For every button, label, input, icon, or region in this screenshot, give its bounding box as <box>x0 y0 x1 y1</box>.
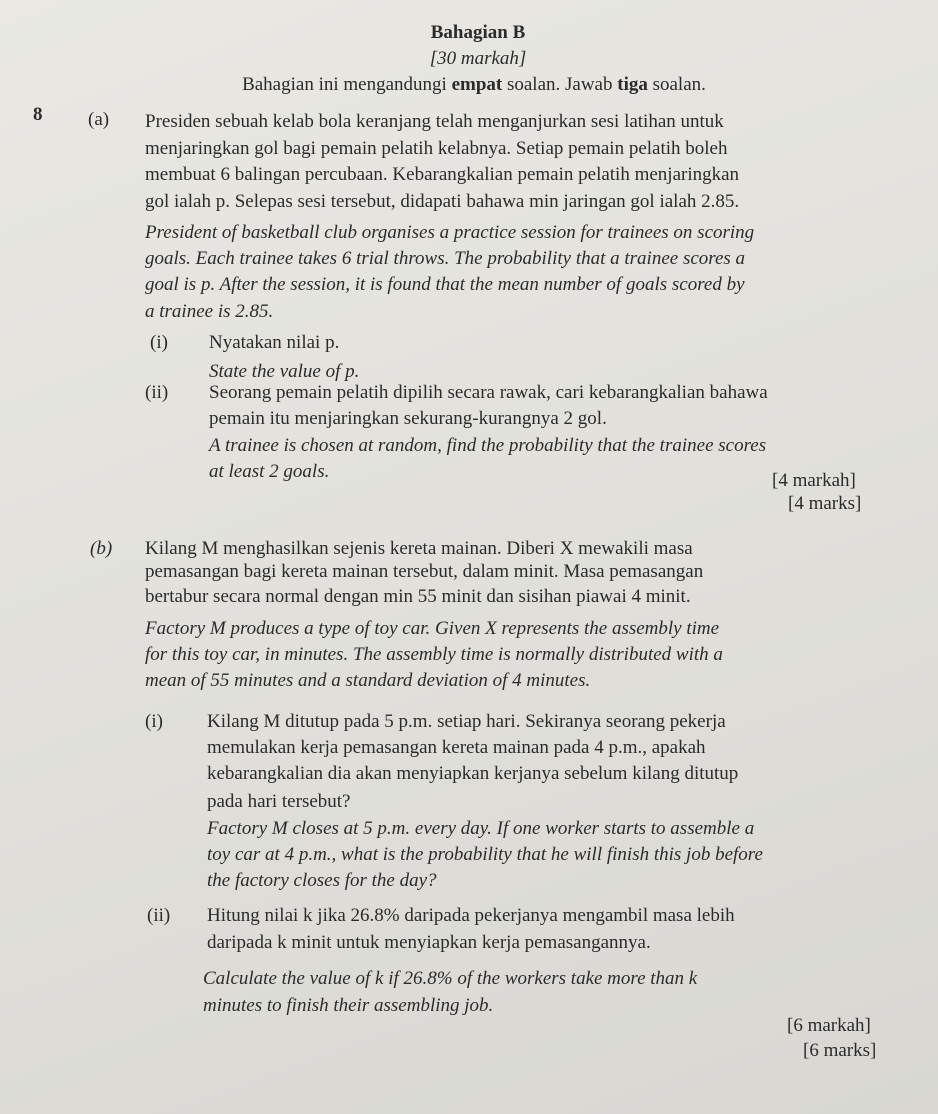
part-b-malay-line: bertabur secara normal dengan min 55 minit dan sisihan piawai 4 minit. <box>145 586 691 607</box>
section-instruction: Bahagian ini mengandungi empat soalan. Jawab tiga soalan. <box>242 74 706 95</box>
part-a-malay-line: menjaringkan gol bagi pemain pelatih kelabnya. Setiap pemain pelatih boleh <box>145 138 728 159</box>
part-a-marks-malay: [4 markah] <box>772 470 856 491</box>
part-a-malay-line: gol ialah p. Selepas sesi tersebut, didapati bahawa min jaringan gol ialah 2.85. <box>145 191 740 212</box>
part-b-ii-label: (ii) <box>147 905 171 926</box>
part-b-i-malay-line: Kilang M ditutup pada 5 p.m. setiap hari. Sekiranya seorang pekerja <box>207 711 726 732</box>
part-b-i-english-line: Factory M closes at 5 p.m. every day. If one worker starts to assemble a <box>207 818 755 839</box>
part-b-i-label: (i) <box>145 711 163 732</box>
part-a-english-line: goals. Each trainee takes 6 trial throws. The probability that a trainee scores a <box>145 248 746 269</box>
part-a-i-label: (i) <box>150 332 168 353</box>
part-a-english-line: a trainee is 2.85. <box>145 301 274 322</box>
section-title: Bahagian B <box>430 22 526 43</box>
part-b-ii-malay-line: daripada k minit untuk menyiapkan kerja pemasangannya. <box>207 932 651 953</box>
part-a-ii-english-line: A trainee is chosen at random, find the probability that the trainee scores <box>209 435 767 456</box>
part-b-i-malay-line: memulakan kerja pemasangan kereta mainan pada 4 p.m., apakah <box>207 737 706 758</box>
part-a-malay-line: membuat 6 balingan percubaan. Kebarangkalian pemain pelatih menjaringkan <box>145 164 740 185</box>
part-a-english-line: President of basketball club organises a practice session for trainees on scoring <box>145 222 755 243</box>
part-b-marks-malay: [6 markah] <box>787 1015 871 1036</box>
part-a-ii-malay-line: pemain itu menjaringkan sekurang-kurangnya 2 gol. <box>209 408 607 429</box>
part-a-ii-malay-line: Seorang pemain pelatih dipilih secara rawak, cari kebarangkalian bahawa <box>209 382 768 403</box>
part-a-i-malay: Nyatakan nilai p. <box>209 332 340 353</box>
part-a-i-english: State the value of p. <box>209 361 360 382</box>
part-a-marks-english: [4 marks] <box>788 493 862 514</box>
part-b-english-line: Factory M produces a type of toy car. Given X represents the assembly time <box>145 618 720 639</box>
part-a-ii-english-line: at least 2 goals. <box>209 461 330 482</box>
section-marks: [30 markah] <box>429 48 527 69</box>
part-a-label: (a) <box>88 109 110 130</box>
part-a-malay-line: Presiden sebuah kelab bola keranjang telah menganjurkan sesi latihan untuk <box>145 111 724 132</box>
part-b-i-english-line: the factory closes for the day? <box>207 870 437 891</box>
part-a-ii-label: (ii) <box>145 382 169 403</box>
part-b-ii-english-line: Calculate the value of k if 26.8% of the workers take more than k <box>203 968 698 989</box>
part-b-i-malay-line: kebarangkalian dia akan menyiapkan kerjanya sebelum kilang ditutup <box>207 763 739 784</box>
part-b-i-malay-line: pada hari tersebut? <box>207 791 351 812</box>
part-b-ii-english-line: minutes to finish their assembling job. <box>203 995 494 1016</box>
part-b-english-line: for this toy car, in minutes. The assembly time is normally distributed with a <box>145 644 723 665</box>
part-b-malay-line: pemasangan bagi kereta mainan tersebut, dalam minit. Masa pemasangan <box>145 561 704 582</box>
part-b-label: (b) <box>90 538 113 559</box>
question-number: 8 <box>33 104 43 125</box>
part-b-marks-english: [6 marks] <box>803 1040 877 1061</box>
part-a-english-line: goal is p. After the session, it is found that the mean number of goals scored by <box>145 274 745 295</box>
part-b-i-english-line: toy car at 4 p.m., what is the probability that he will finish this job before <box>207 844 763 865</box>
part-b-malay-line: Kilang M menghasilkan sejenis kereta mainan. Diberi X mewakili masa <box>145 538 693 559</box>
part-b-ii-malay-line: Hitung nilai k jika 26.8% daripada pekerjanya mengambil masa lebih <box>207 905 735 926</box>
part-b-english-line: mean of 55 minutes and a standard deviation of 4 minutes. <box>145 670 591 691</box>
